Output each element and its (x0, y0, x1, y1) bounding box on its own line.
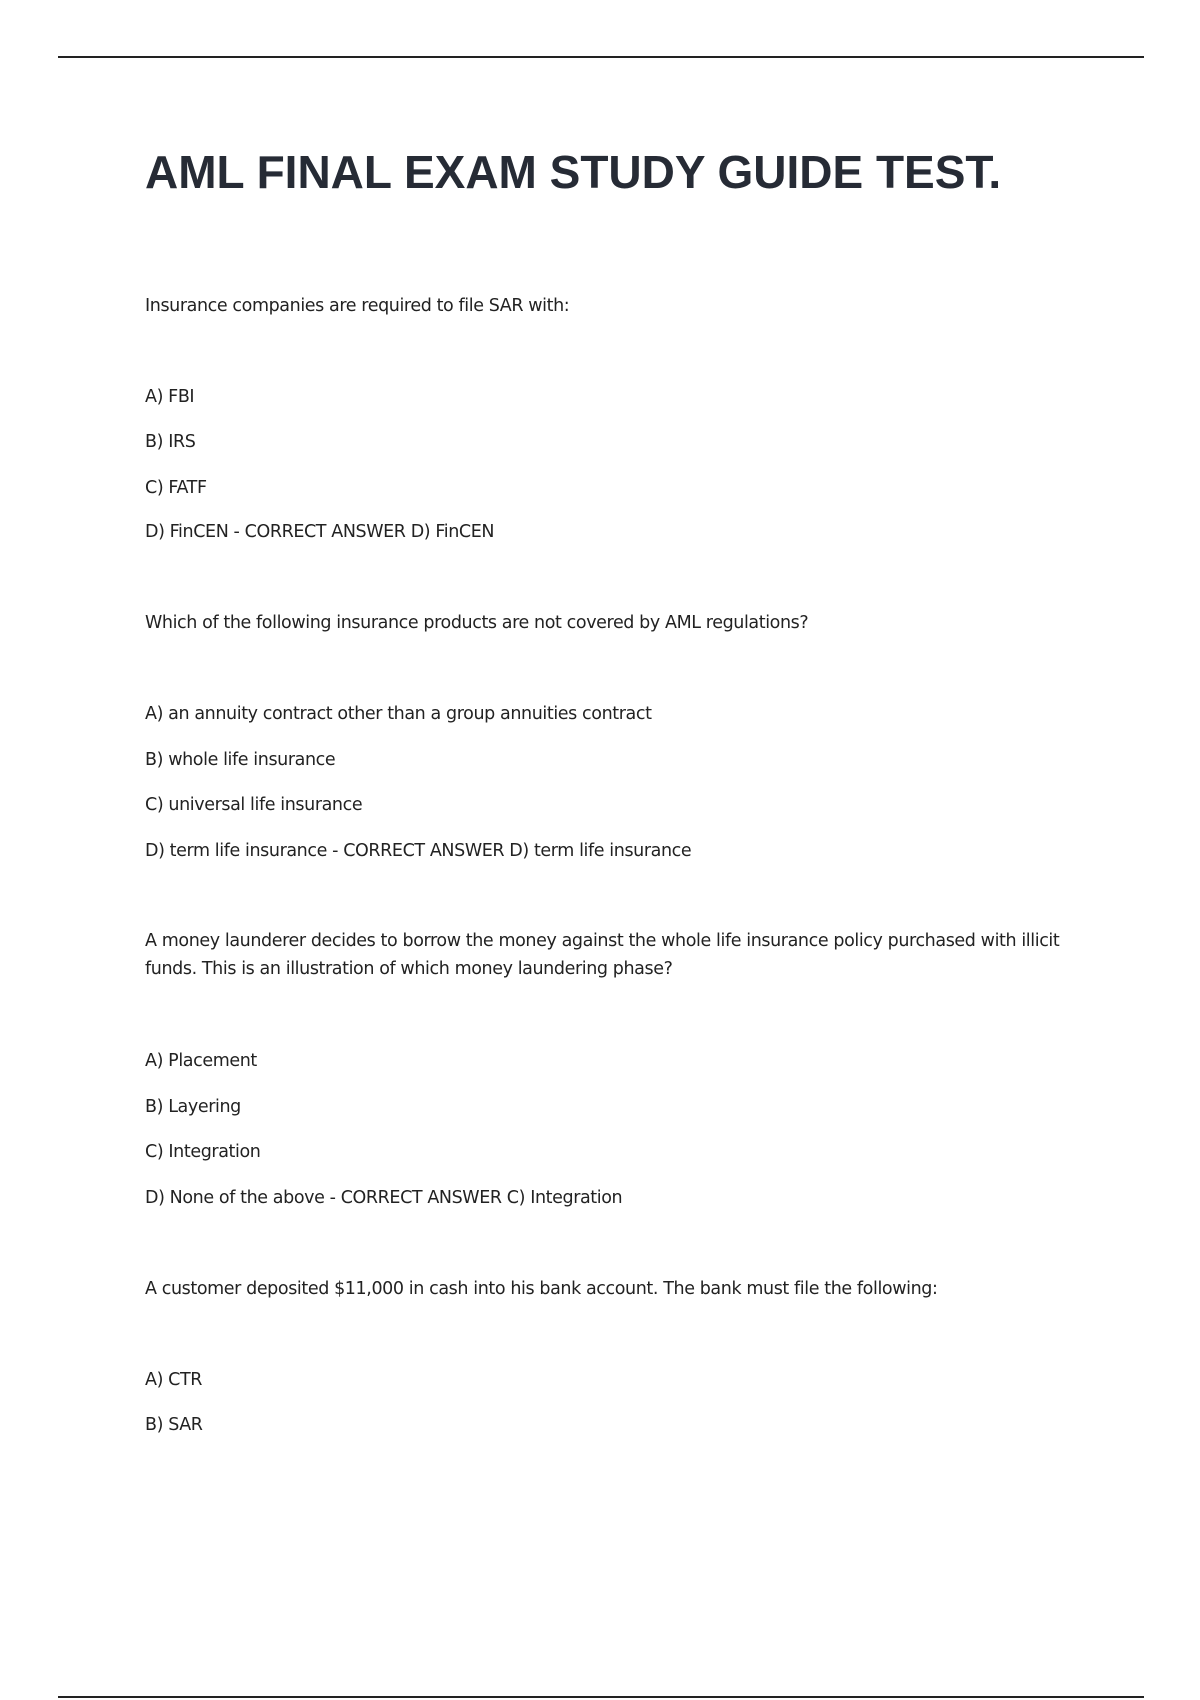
q2-option-a: A) an annuity contract other than a group annuities contract (145, 704, 652, 724)
q3-option-a: A) Placement (145, 1051, 257, 1071)
question-2: Which of the following insurance products are not covered by AML regulations? (145, 613, 809, 633)
q3-option-d: D) None of the above - CORRECT ANSWER C) Integration (145, 1188, 623, 1208)
q1-option-a: A) FBI (145, 387, 195, 407)
document-title: AML FINAL EXAM STUDY GUIDE TEST. (145, 146, 1002, 198)
question-4: A customer deposited $11,000 in cash into his bank account. The bank must file the following: (145, 1279, 938, 1299)
q2-option-b: B) whole life insurance (145, 750, 336, 770)
q4-option-b: B) SAR (145, 1415, 203, 1435)
q1-option-d: D) FinCEN - CORRECT ANSWER D) FinCEN (145, 522, 495, 542)
q2-option-c: C) universal life insurance (145, 795, 363, 815)
q1-option-b: B) IRS (145, 432, 196, 452)
top-rule (58, 56, 1144, 58)
q3-option-c: C) Integration (145, 1142, 261, 1162)
q1-option-c: C) FATF (145, 478, 207, 498)
question-1: Insurance companies are required to file SAR with: (145, 296, 570, 316)
q2-option-d: D) term life insurance - CORRECT ANSWER D) term life insurance (145, 841, 692, 861)
bottom-rule (58, 1696, 1144, 1698)
q3-option-b: B) Layering (145, 1097, 241, 1117)
q4-option-a: A) CTR (145, 1370, 203, 1390)
question-3: A money launderer decides to borrow the money against the whole life insurance policy purchased with illicit funds. This is an illustration of which money laundering phase? (145, 931, 1060, 979)
